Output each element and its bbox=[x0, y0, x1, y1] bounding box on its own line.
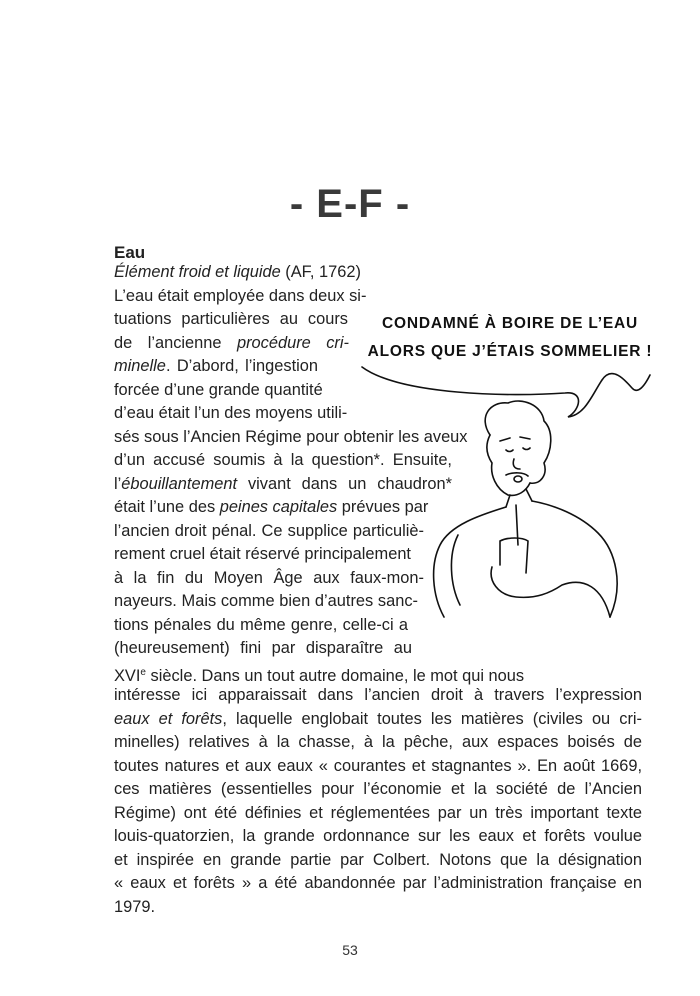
entry-line bbox=[114, 802, 642, 826]
page-number: 53 bbox=[342, 942, 358, 958]
entry-line bbox=[114, 355, 318, 379]
text-segment: toutes natures et aux eaux « courantes et stagnantes ». En août 1669, bbox=[114, 756, 642, 775]
text-segment: sés sous l’Ancien Régime pour obtenir les aveux bbox=[114, 427, 468, 446]
speech-line-2: ALORS QUE J’ÉTAIS SOMMELIER ! bbox=[367, 343, 653, 360]
italic-text: ébouillantement bbox=[121, 474, 238, 493]
entry-line bbox=[114, 755, 642, 779]
entry-line bbox=[114, 379, 323, 403]
entry-line bbox=[114, 731, 642, 755]
entry-line bbox=[114, 402, 348, 426]
text-segment: nayeurs. Mais comme bien d’autres sanc- bbox=[114, 592, 418, 610]
text-segment: était l’une des bbox=[114, 498, 220, 516]
italic-text: peines capitales bbox=[219, 498, 338, 516]
text-segment: tions pénales du même genre, celle-ci a bbox=[114, 615, 408, 634]
text-segment: minelles) relatives à la chasse, à la pêche, aux espaces boisés de bbox=[114, 733, 642, 751]
entry-line bbox=[114, 684, 642, 708]
italic-text: minelle bbox=[114, 357, 166, 375]
text-segment: forcée d’une grande quantité bbox=[114, 380, 323, 399]
text-segment: à la fin du Moyen Âge aux faux-mon- bbox=[114, 568, 424, 587]
text-segment: (AF, 1762) bbox=[280, 263, 361, 281]
text-segment: l’ bbox=[114, 474, 122, 493]
entry-line bbox=[114, 849, 642, 873]
speech-line-1: CONDAMNÉ À BOIRE DE L’EAU bbox=[382, 315, 638, 332]
text-segment: prévues par bbox=[337, 498, 429, 516]
text-segment: rement cruel était réservé principalement bbox=[114, 545, 411, 563]
entry-line bbox=[114, 332, 349, 356]
sommelier-illustration bbox=[340, 355, 680, 645]
entry-line bbox=[114, 872, 642, 896]
text-segment: siècle. Dans un tout autre domaine, le mot qui nous bbox=[145, 666, 525, 685]
text-segment: 1979. bbox=[114, 897, 156, 916]
text-segment: XVI bbox=[114, 666, 141, 685]
text-segment: d’eau était l’un des moyens utili- bbox=[114, 404, 348, 422]
text-segment: (heureusement) fini par disparaître au bbox=[114, 639, 412, 657]
text-segment: de l’ancienne bbox=[114, 333, 237, 352]
text-segment: L’eau était employée dans deux si- bbox=[114, 286, 367, 305]
entry-line bbox=[114, 308, 348, 332]
text-segment: l’ancien droit pénal. Ce supplice particuliè- bbox=[114, 521, 424, 540]
text-segment: louis-quatorzien, la grande ordonnance sur les eaux et forêts voulue bbox=[114, 827, 642, 845]
italic-text: procédure cri- bbox=[236, 333, 349, 352]
text-segment: ces matières (essentielles pour l’économie et la société de l’Ancien bbox=[114, 780, 642, 798]
text-segment: d’un accusé soumis à la question*. Ensuite, bbox=[114, 451, 452, 469]
entry-line bbox=[114, 285, 367, 309]
speech-bubble-tail bbox=[362, 367, 650, 417]
italic-text: Élément froid et liquide bbox=[114, 263, 281, 281]
italic-text: eaux et forêts bbox=[114, 709, 223, 728]
entry-headword: Eau bbox=[114, 243, 146, 262]
text-segment: . D’abord, l’ingestion bbox=[165, 357, 318, 375]
text-segment: et inspirée en grande partie par Colbert. Notons que la désignation bbox=[114, 850, 642, 869]
entry-line bbox=[114, 708, 642, 732]
text-segment: , laquelle englobait toutes les matières (civiles ou cri- bbox=[222, 709, 642, 728]
entry-line bbox=[114, 896, 155, 920]
text-segment: e bbox=[140, 666, 146, 678]
text-segment: « eaux et forêts » a été abandonnée par l’administration française en bbox=[114, 874, 642, 892]
entry-line bbox=[114, 825, 642, 849]
text-segment: tuations particulières au cours bbox=[114, 310, 348, 328]
man-figure bbox=[434, 401, 618, 617]
text-segment: vivant dans un chaudron* bbox=[237, 474, 452, 493]
section-title: - E-F - bbox=[289, 182, 411, 226]
entry-line bbox=[114, 261, 361, 285]
text-segment: Régime) ont été définies et réglementées par un très important texte bbox=[114, 803, 642, 822]
entry-line bbox=[114, 778, 642, 802]
text-segment: intéresse ici apparaissait dans l’ancien droit à travers l’expression bbox=[114, 686, 642, 704]
